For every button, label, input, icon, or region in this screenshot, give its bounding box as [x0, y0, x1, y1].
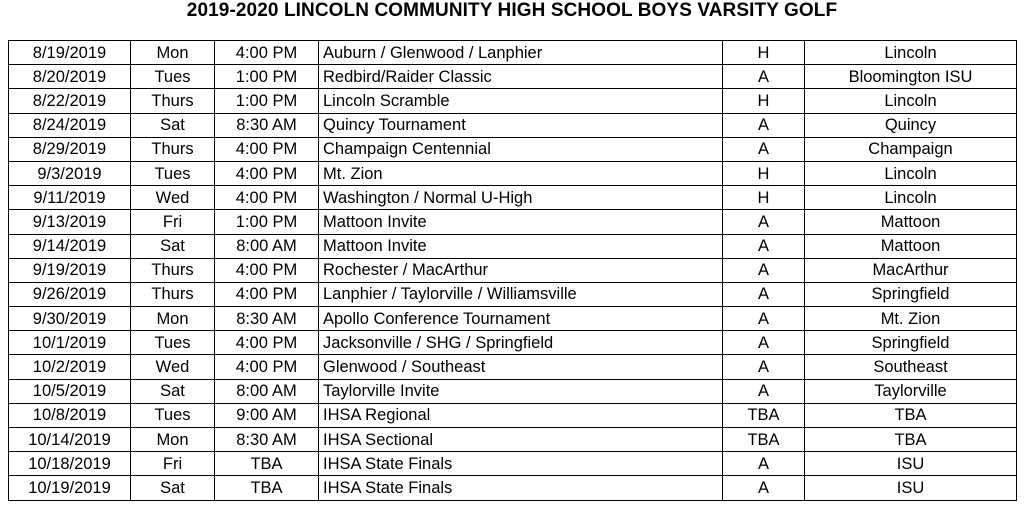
cell-time: 4:00 PM: [215, 331, 319, 355]
table-row: [9, 403, 1017, 427]
cell-event: Rochester / MacArthur: [319, 258, 723, 282]
cell-time: TBA: [215, 476, 319, 500]
cell-event: Lanphier / Taylorville / Williamsville: [319, 282, 723, 306]
table-row: [9, 331, 1017, 355]
table-row: [9, 355, 1017, 379]
table-row: [9, 41, 1017, 65]
cell-date: 10/5/2019: [9, 379, 131, 403]
cell-time: 4:00 PM: [215, 41, 319, 65]
table-row: [9, 137, 1017, 161]
cell-date: 10/18/2019: [9, 452, 131, 476]
cell-day: Sat: [131, 379, 215, 403]
table-row: [9, 234, 1017, 258]
table-row: [9, 452, 1017, 476]
cell-date: 9/3/2019: [9, 161, 131, 185]
cell-date: 8/19/2019: [9, 41, 131, 65]
cell-date: 8/24/2019: [9, 113, 131, 137]
cell-time: 4:00 PM: [215, 137, 319, 161]
cell-site: Mattoon: [805, 234, 1017, 258]
cell-time: TBA: [215, 452, 319, 476]
cell-day: Sat: [131, 234, 215, 258]
cell-day: Tues: [131, 403, 215, 427]
cell-home-away: A: [723, 452, 805, 476]
cell-event: IHSA State Finals: [319, 452, 723, 476]
cell-day: Mon: [131, 307, 215, 331]
cell-event: Glenwood / Southeast: [319, 355, 723, 379]
cell-site: TBA: [805, 428, 1017, 452]
cell-site: MacArthur: [805, 258, 1017, 282]
cell-home-away: A: [723, 258, 805, 282]
cell-home-away: A: [723, 65, 805, 89]
table-row: [9, 65, 1017, 89]
cell-home-away: TBA: [723, 403, 805, 427]
cell-date: 9/26/2019: [9, 282, 131, 306]
cell-day: Thurs: [131, 137, 215, 161]
cell-time: 4:00 PM: [215, 186, 319, 210]
cell-date: 9/14/2019: [9, 234, 131, 258]
cell-home-away: TBA: [723, 428, 805, 452]
cell-date: 9/11/2019: [9, 186, 131, 210]
cell-time: 8:00 AM: [215, 234, 319, 258]
cell-site: Quincy: [805, 113, 1017, 137]
table-row: [9, 210, 1017, 234]
cell-day: Sat: [131, 113, 215, 137]
cell-home-away: A: [723, 113, 805, 137]
cell-site: Taylorville: [805, 379, 1017, 403]
cell-home-away: A: [723, 282, 805, 306]
table-row: [9, 476, 1017, 500]
cell-time: 8:30 AM: [215, 113, 319, 137]
cell-date: 10/2/2019: [9, 355, 131, 379]
cell-date: 9/19/2019: [9, 258, 131, 282]
cell-date: 9/30/2019: [9, 307, 131, 331]
table-row: [9, 307, 1017, 331]
cell-event: Mt. Zion: [319, 161, 723, 185]
table-row: [9, 258, 1017, 282]
cell-date: 10/1/2019: [9, 331, 131, 355]
cell-site: Bloomington ISU: [805, 65, 1017, 89]
table-row: [9, 379, 1017, 403]
cell-site: ISU: [805, 452, 1017, 476]
cell-time: 4:00 PM: [215, 161, 319, 185]
cell-site: Lincoln: [805, 41, 1017, 65]
cell-day: Tues: [131, 65, 215, 89]
cell-event: Quincy Tournament: [319, 113, 723, 137]
cell-time: 8:30 AM: [215, 428, 319, 452]
cell-site: Lincoln: [805, 161, 1017, 185]
table-row: [9, 89, 1017, 113]
cell-event: IHSA Regional: [319, 403, 723, 427]
cell-day: Fri: [131, 452, 215, 476]
cell-time: 4:00 PM: [215, 282, 319, 306]
cell-home-away: A: [723, 210, 805, 234]
cell-date: 8/20/2019: [9, 65, 131, 89]
table-row: [9, 186, 1017, 210]
cell-site: ISU: [805, 476, 1017, 500]
cell-event: Redbird/Raider Classic: [319, 65, 723, 89]
cell-site: Mt. Zion: [805, 307, 1017, 331]
schedule-table-body: [9, 41, 1017, 501]
cell-site: Lincoln: [805, 89, 1017, 113]
cell-site: Springfield: [805, 282, 1017, 306]
cell-time: 9:00 AM: [215, 403, 319, 427]
cell-home-away: A: [723, 137, 805, 161]
schedule-table-container: [0, 40, 1024, 501]
table-row: [9, 161, 1017, 185]
cell-site: Lincoln: [805, 186, 1017, 210]
table-row: [9, 113, 1017, 137]
cell-event: IHSA State Finals: [319, 476, 723, 500]
cell-day: Tues: [131, 161, 215, 185]
cell-day: Mon: [131, 41, 215, 65]
cell-home-away: A: [723, 307, 805, 331]
cell-date: 10/14/2019: [9, 428, 131, 452]
page-title: 2019-2020 LINCOLN COMMUNITY HIGH SCHOOL BOYS VARSITY GOLF: [186, 0, 838, 21]
cell-event: Lincoln Scramble: [319, 89, 723, 113]
cell-home-away: A: [723, 355, 805, 379]
cell-time: 8:30 AM: [215, 307, 319, 331]
cell-event: Mattoon Invite: [319, 234, 723, 258]
cell-home-away: A: [723, 476, 805, 500]
cell-home-away: A: [723, 379, 805, 403]
cell-date: 10/19/2019: [9, 476, 131, 500]
cell-home-away: H: [723, 41, 805, 65]
cell-home-away: A: [723, 234, 805, 258]
table-row: [9, 428, 1017, 452]
cell-event: Champaign Centennial: [319, 137, 723, 161]
cell-home-away: H: [723, 161, 805, 185]
cell-event: Auburn / Glenwood / Lanphier: [319, 41, 723, 65]
cell-date: 8/22/2019: [9, 89, 131, 113]
cell-day: Sat: [131, 476, 215, 500]
cell-day: Wed: [131, 355, 215, 379]
cell-day: Mon: [131, 428, 215, 452]
cell-site: Champaign: [805, 137, 1017, 161]
cell-time: 1:00 PM: [215, 65, 319, 89]
cell-event: Jacksonville / SHG / Springfield: [319, 331, 723, 355]
table-row: [9, 282, 1017, 306]
cell-site: TBA: [805, 403, 1017, 427]
cell-home-away: H: [723, 89, 805, 113]
cell-day: Tues: [131, 331, 215, 355]
cell-home-away: A: [723, 331, 805, 355]
schedule-table: [8, 40, 1017, 501]
cell-time: 1:00 PM: [215, 210, 319, 234]
cell-event: Washington / Normal U-High: [319, 186, 723, 210]
cell-time: 1:00 PM: [215, 89, 319, 113]
cell-time: 4:00 PM: [215, 355, 319, 379]
cell-event: Apollo Conference Tournament: [319, 307, 723, 331]
cell-day: Fri: [131, 210, 215, 234]
cell-day: Thurs: [131, 258, 215, 282]
cell-date: 10/8/2019: [9, 403, 131, 427]
cell-site: Springfield: [805, 331, 1017, 355]
cell-site: Mattoon: [805, 210, 1017, 234]
cell-home-away: H: [723, 186, 805, 210]
cell-event: IHSA Sectional: [319, 428, 723, 452]
cell-day: Thurs: [131, 89, 215, 113]
cell-date: 9/13/2019: [9, 210, 131, 234]
cell-site: Southeast: [805, 355, 1017, 379]
cell-date: 8/29/2019: [9, 137, 131, 161]
cell-event: Taylorville Invite: [319, 379, 723, 403]
cell-event: Mattoon Invite: [319, 210, 723, 234]
cell-time: 8:00 AM: [215, 379, 319, 403]
cell-day: Wed: [131, 186, 215, 210]
cell-day: Thurs: [131, 282, 215, 306]
cell-time: 4:00 PM: [215, 258, 319, 282]
